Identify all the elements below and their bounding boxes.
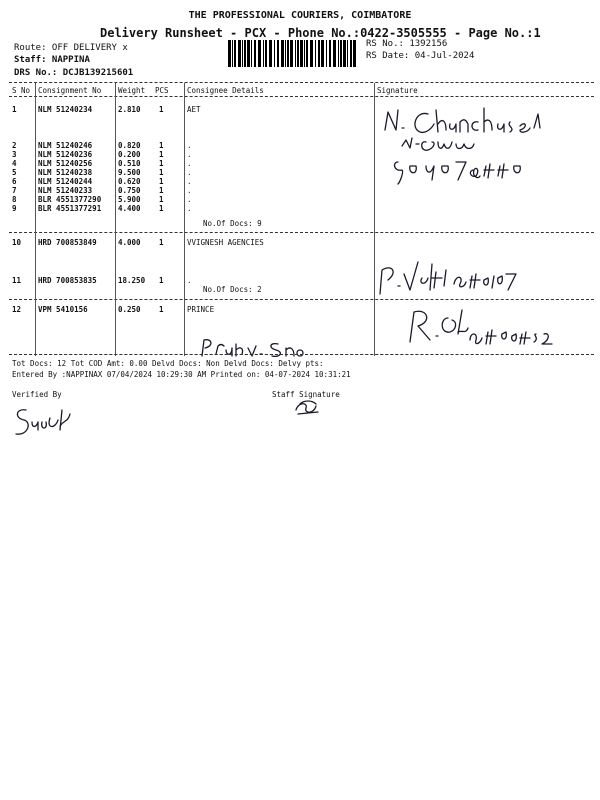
staff-signature-mark [292, 398, 322, 418]
rs-number: RS No.: 1392156 [366, 39, 448, 49]
cell-weight: 0.250 [118, 305, 141, 314]
entered-by-line: Entered By :NAPPINAX 07/04/2024 10:29:30 AM Printed on: 04-07-2024 10:31:21 [12, 370, 351, 379]
cell-consignment: HRD 700853835 [38, 276, 97, 285]
cell-weight: 4.400 [118, 204, 141, 213]
cell-sno: 11 [12, 276, 22, 285]
runsheet-title: Delivery Runsheet - PCX - Phone No.:0422-3505555 - Page No.:1 [100, 26, 541, 40]
cell-sno: 2 [12, 141, 17, 150]
signature-1-handwriting [380, 100, 560, 190]
cell-consignment: VPM 5410156 [38, 305, 88, 314]
col-divider-4 [374, 83, 375, 356]
cell-consignee: . [187, 159, 192, 168]
staff-signature-label: Staff Signature [272, 390, 340, 399]
cell-consignment: BLR 4551377290 [38, 195, 102, 204]
cell-sno: 1 [12, 105, 17, 114]
cell-weight: 0.750 [118, 186, 141, 195]
footer-rule [9, 354, 594, 355]
col-header-consignment: Consignment No [38, 86, 102, 95]
cell-consignee: . [187, 195, 192, 204]
cell-consignee: . [187, 276, 192, 285]
cell-sno: 10 [12, 238, 22, 247]
col-divider-3 [184, 83, 185, 356]
cell-consignee: . [187, 141, 192, 150]
barcode [228, 40, 358, 67]
cell-sno: 9 [12, 204, 17, 213]
route-label: Route: OFF DELIVERY x [14, 43, 128, 53]
cell-consignment: BLR 4551377291 [38, 204, 102, 213]
cell-weight: 9.500 [118, 168, 141, 177]
cell-consignee: . [187, 177, 192, 186]
table-header-rule [9, 96, 594, 97]
cell-consignee: . [187, 204, 192, 213]
cell-pcs: 1 [159, 159, 164, 168]
col-header-consignee: Consignee Details [187, 86, 264, 95]
cell-weight: 0.510 [118, 159, 141, 168]
cell-pcs: 1 [159, 276, 164, 285]
cell-consignee: AET [187, 105, 201, 114]
cell-pcs: 1 [159, 186, 164, 195]
cell-sno: 6 [12, 177, 17, 186]
cell-consignment: NLM 51240256 [38, 159, 93, 168]
col-header-pcs: PCS [155, 86, 169, 95]
col-header-signature: Signature [377, 86, 418, 95]
verified-by-signature [12, 400, 82, 440]
cell-weight: 0.200 [118, 150, 141, 159]
cell-sno: 8 [12, 195, 17, 204]
col-header-sno: S No [12, 86, 31, 95]
cell-weight: 4.000 [118, 238, 141, 247]
staff-label: Staff: NAPPINA [14, 55, 90, 65]
cell-consignee: . [187, 186, 192, 195]
drs-number: DRS No.: DCJB139215601 [14, 68, 134, 78]
cell-pcs: 1 [159, 168, 164, 177]
totals-line: Tot Docs: 12 Tot COD Amt: 0.00 Delvd Docs: Non Delvd Docs: Delvy pts: [12, 359, 324, 368]
col-divider-2 [115, 83, 116, 356]
cell-weight: 2.810 [118, 105, 141, 114]
cell-consignment: NLM 51240244 [38, 177, 93, 186]
doc-count-group-1: No.Of Docs: 9 [203, 219, 262, 228]
cell-sno: 4 [12, 159, 17, 168]
cell-consignment: HRD 700853849 [38, 238, 97, 247]
cell-pcs: 1 [159, 305, 164, 314]
cell-pcs: 1 [159, 204, 164, 213]
cell-pcs: 1 [159, 177, 164, 186]
cell-sno: 3 [12, 150, 17, 159]
table-top-rule [9, 82, 594, 83]
cell-consignee: . [187, 150, 192, 159]
cell-consignee: VVIGNESH AGENCIES [187, 238, 264, 247]
cell-pcs: 1 [159, 195, 164, 204]
cell-sno: 5 [12, 168, 17, 177]
col-header-weight: Weight [118, 86, 146, 95]
verified-by-label: Verified By [12, 390, 62, 399]
cell-consignee: PRINCE [187, 305, 215, 314]
cell-pcs: 1 [159, 150, 164, 159]
cell-consignee: . [187, 168, 192, 177]
cell-consignment: NLM 51240246 [38, 141, 93, 150]
cell-weight: 0.820 [118, 141, 141, 150]
cell-pcs: 1 [159, 105, 164, 114]
company-name: THE PROFESSIONAL COURIERS, COIMBATORE [188, 10, 412, 21]
group-divider-1 [9, 232, 594, 233]
cell-consignment: NLM 51240234 [38, 105, 93, 114]
cell-weight: 18.250 [118, 276, 146, 285]
signature-2-handwriting [376, 250, 526, 300]
doc-count-group-2: No.Of Docs: 2 [203, 285, 262, 294]
cell-consignment: NLM 51240238 [38, 168, 93, 177]
cell-pcs: 1 [159, 141, 164, 150]
cell-sno: 12 [12, 305, 22, 314]
cell-weight: 5.900 [118, 195, 141, 204]
cell-pcs: 1 [159, 238, 164, 247]
cell-sno: 7 [12, 186, 17, 195]
signature-3-handwriting [404, 304, 564, 354]
cell-consignment: NLM 51240236 [38, 150, 93, 159]
col-divider-1 [35, 83, 36, 356]
rs-date: RS Date: 04-Jul-2024 [366, 51, 475, 61]
cell-weight: 0.620 [118, 177, 141, 186]
cell-consignment: NLM 51240233 [38, 186, 93, 195]
